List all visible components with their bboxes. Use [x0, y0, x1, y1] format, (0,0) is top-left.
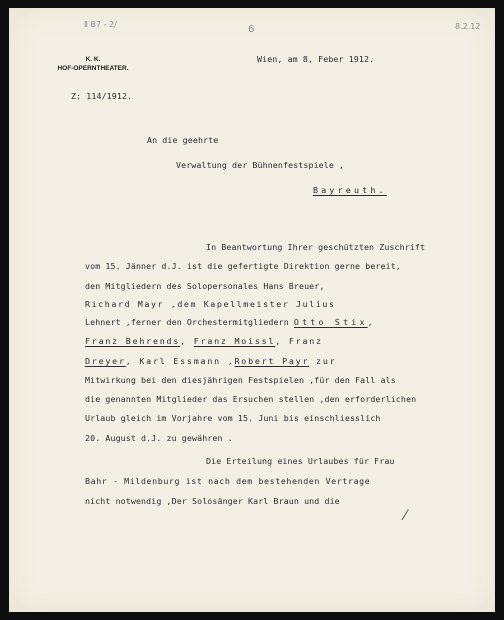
- body-line-9: die genannten Mitglieder das Ersuchen stellen ,den erforderlichen: [85, 394, 417, 404]
- body-line-10: Urlaub gleich im Vorjahre vom 15. Juni bis einschliesslich: [85, 413, 381, 423]
- date-line: Wien, am 8, Feber 1912.: [257, 54, 375, 64]
- name-robert-payr: Robert Payr: [234, 356, 310, 366]
- body-line-5: [85, 317, 373, 327]
- body-line-5-text: Lehnert ,ferner den Orchestermitgliedern: [85, 317, 294, 327]
- name-franz-dreyer: Dreyer: [85, 356, 126, 366]
- body-line-3: den Mitgliedern des Solopersonales Hans Breuer,: [85, 281, 325, 291]
- page-number-mark: 6: [248, 24, 255, 35]
- body-line-13: Bahr - Mildenburg ist nach dem bestehenden Vertrage: [85, 476, 371, 486]
- archive-pencil-mark: Ⅱ B7 - 2/: [84, 20, 117, 29]
- body-line-12: Die Erteilung eines Urlaubes für Frau: [206, 456, 395, 466]
- address-city: Bayreuth.: [313, 185, 387, 195]
- pencil-date-mark: 8.2.12: [455, 22, 481, 31]
- body-line-6-end: , Franz: [275, 336, 323, 346]
- reference-number: Z: 114/1912.: [71, 91, 133, 101]
- letterhead-line-2: HOF-OPERNTHEATER.: [57, 65, 129, 72]
- body-line-4: Richard Mayr ,dem Kapellmeister Julius: [85, 299, 336, 309]
- body-line-6-sep: ,: [180, 336, 194, 346]
- body-line-1: In Beantwortung Ihrer geschützten Zuschrift: [206, 242, 426, 252]
- body-line-14: nicht notwendig ,Der Solosänger Karl Braun und die: [85, 496, 340, 506]
- name-otto-stix: Otto Stix: [293, 317, 368, 327]
- address-line-1: An die geehrte: [147, 135, 219, 145]
- body-line-7: [85, 356, 336, 366]
- body-line-7-mid: , Karl Essmann ,: [125, 356, 235, 366]
- name-franz-moissl: Franz Moissl: [193, 336, 276, 346]
- body-line-11: 20. August d.J. zu gewähren .: [85, 433, 233, 443]
- continuation-mark: ⁄: [404, 508, 407, 524]
- body-line-8: Mitwirkung bei den diesjährigen Festspielen ,für den Fall als: [85, 375, 396, 385]
- name-franz-behrends: Franz Behrends: [85, 336, 181, 346]
- body-line-7-end: zur: [309, 356, 337, 366]
- letterhead-line-1: K. K.: [85, 56, 101, 63]
- body-line-6: [85, 336, 323, 346]
- address-line-2: Verwaltung der Bühnenfestspiele ,: [176, 160, 345, 170]
- body-line-2: vom 15. Jänner d.J. ist die gefertigte Direktion gerne bereit,: [85, 261, 401, 271]
- letterhead: [48, 55, 138, 73]
- body-line-5-end: ,: [367, 317, 373, 327]
